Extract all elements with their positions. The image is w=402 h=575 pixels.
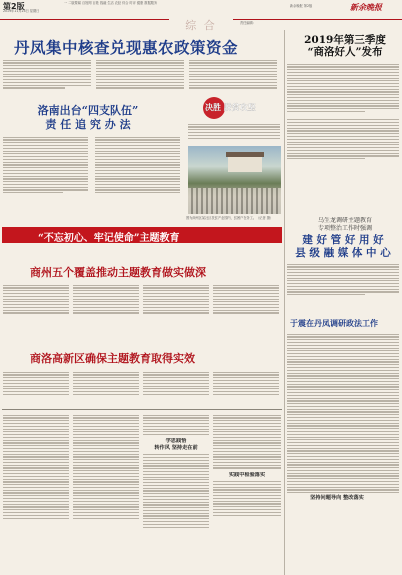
subhead-3: 实践中检验落实 <box>228 471 266 478</box>
photo-building <box>228 156 262 172</box>
poverty-body <box>188 122 280 144</box>
editor-line: 责任编辑： <box>240 21 256 25</box>
gaoxin-body <box>3 370 281 406</box>
yuzhen-body <box>287 332 399 572</box>
subhead-2: 坚持问题导向 整改落实 <box>297 494 377 501</box>
finance-kicker: 乌生龙调研主题教育 专项整治工作时强调 <box>317 217 372 232</box>
subhead-1: 学思践悟 转作风 坚持走在前 <box>154 438 198 451</box>
masthead-logo: 新余晚报 <box>350 2 382 12</box>
page-label: 第2版 <box>3 2 25 11</box>
section-ribbon <box>0 14 402 32</box>
yuzhen-headline: 于震在丹凤调研政法工作 <box>290 318 378 328</box>
issue-date: 2019年11月24日 星期日 <box>3 9 40 13</box>
badge-text: 决胜 脱贫攻坚 <box>205 102 256 112</box>
lower-body <box>3 413 283 573</box>
poverty-badge <box>203 97 275 119</box>
section-title: 综 合 <box>185 19 217 32</box>
gaoxin-headline: 商洛高新区确保主题教育取得实效 <box>30 352 195 365</box>
lower-divider <box>2 409 282 410</box>
luonan-headline: 洛南出台“四支队伍” 责 任 追 究 办 法 <box>37 104 139 131</box>
photo-ground <box>188 188 281 214</box>
luonan-body <box>3 135 183 223</box>
good-people-headline: 2019年第三季度 “商洛好人”发布 <box>304 34 386 58</box>
photo-caption: 图为商州区某社区扶贫产业园内，贫困户在务工。（记者 摄） <box>186 216 274 220</box>
main-headline: 丹凤集中核查兑现惠农政策资金 <box>14 38 239 57</box>
article-main-body <box>3 58 278 98</box>
banner-text: “不忘初心、牢记使命”主题教育 <box>38 233 180 244</box>
village-photo <box>188 146 281 214</box>
right-label: 新余晚报 第2版 <box>290 4 313 8</box>
finance-headline: 建 好 管 好 用 好 县 级 融 媒 体 中 心 <box>295 234 391 259</box>
theme-banner <box>2 227 282 243</box>
section-tag <box>169 14 233 32</box>
shangzhou-headline: 商州五个覆盖推动主题教育做实做深 <box>30 266 206 279</box>
shangzhou-body <box>3 283 281 325</box>
finance-body <box>287 262 399 310</box>
photo-roof <box>226 152 264 157</box>
column-rule-right <box>284 30 285 575</box>
good-people-body <box>287 62 399 217</box>
top-strip <box>0 0 402 14</box>
top-nav[interactable]: 一 二版要闻 百姓网 百姓 钱融 生活 农经 综合 时评 健康 数据服务 <box>64 1 158 5</box>
